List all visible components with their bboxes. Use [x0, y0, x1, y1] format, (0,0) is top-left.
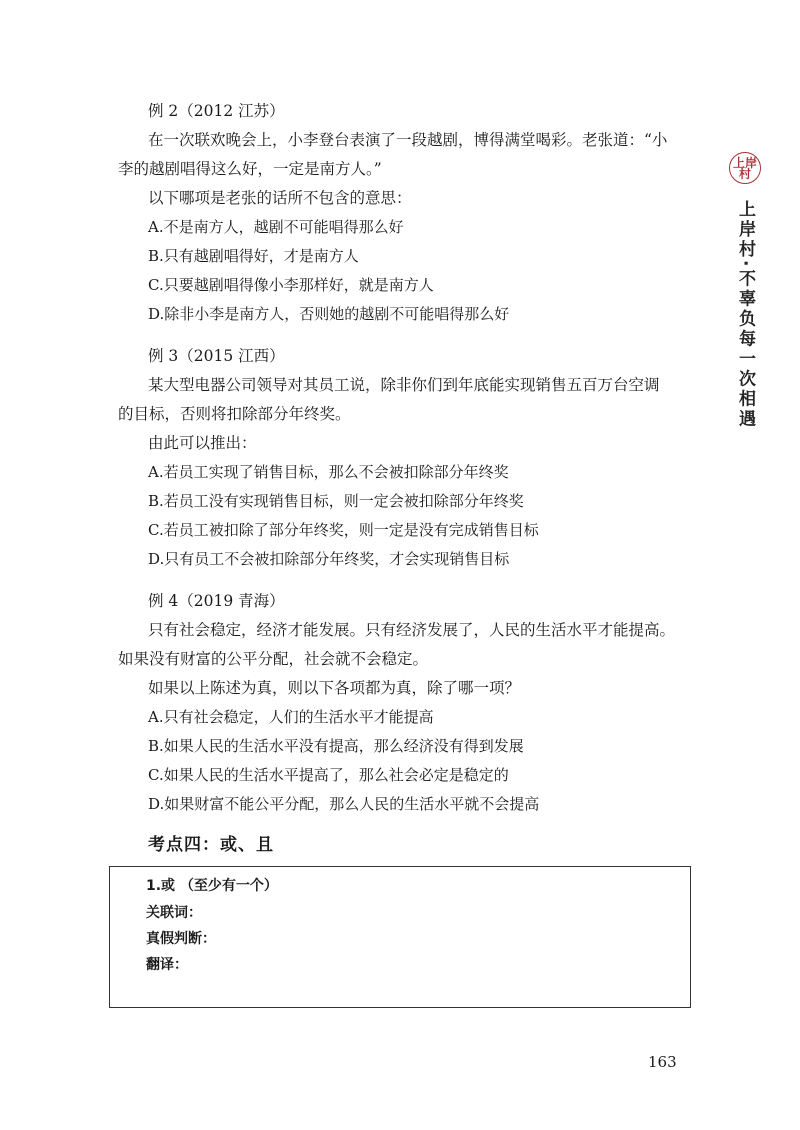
page-number: 163 [648, 1053, 677, 1071]
option-c: C.若员工被扣除了部分年终奖，则一定是没有完成销售目标 [148, 521, 539, 539]
section-title: 考点四：或、且 [148, 835, 274, 855]
translation-label: 翻译： [146, 957, 188, 973]
option-d: D.只有员工不会被扣除部分年终奖，才会实现销售目标 [148, 550, 510, 568]
box-heading: 1.或 （至少有一个） [146, 878, 278, 894]
example-stem-line: 的目标，否则将扣除部分年终奖。 [118, 405, 351, 423]
example-question: 如果以上陈述为真，则以下各项都为真，除了哪一项？ [148, 679, 521, 697]
example-stem-line: 只有社会稳定，经济才能发展。只有经济发展了，人民的生活水平才能提高。 [148, 621, 676, 639]
example-title: 例 3（2015 江西） [148, 347, 285, 365]
example-question: 由此可以推出： [148, 434, 257, 452]
option-a: A.只有社会稳定，人们的生活水平才能提高 [148, 708, 434, 726]
option-a: A.不是南方人，越剧不可能唱得那么好 [148, 218, 404, 236]
example-stem-line: 某大型电器公司领导对其员工说，除非你们到年底能实现销售五百万台空调 [148, 376, 660, 394]
example-stem-line: 如果没有财富的公平分配，社会就不会稳定。 [118, 650, 429, 668]
truth-judgment-label: 真假判断： [146, 931, 216, 947]
option-c: C.只要越剧唱得像小李那样好，就是南方人 [148, 276, 434, 294]
option-a: A.若员工实现了销售目标，那么不会被扣除部分年终奖 [148, 463, 509, 481]
option-d: D.除非小李是南方人，否则她的越剧不可能唱得那么好 [148, 305, 510, 323]
example-4 [118, 587, 698, 819]
example-question: 以下哪项是老张的话所不包含的意思： [148, 189, 412, 207]
notes-box [109, 866, 691, 1008]
keywords-label: 关联词： [146, 905, 202, 921]
option-b: B.只有越剧唱得好，才是南方人 [148, 247, 359, 265]
example-stem-line: 在一次联欢晚会上，小李登台表演了一段越剧，博得满堂喝彩。老张道：“小 [148, 131, 668, 149]
example-stem-line: 李的越剧唱得这么好，一定是南方人。” [118, 160, 382, 178]
option-b: B.若员工没有实现销售目标，则一定会被扣除部分年终奖 [148, 492, 524, 510]
example-title: 例 4（2019 青海） [148, 592, 285, 610]
option-b: B.如果人民的生活水平没有提高，那么经济没有得到发展 [148, 737, 524, 755]
option-d: D.如果财富不能公平分配，那么人民的生活水平就不会提高 [148, 795, 540, 813]
brand-motto: 上岸村·不辜负每一次相遇 [735, 200, 755, 430]
example-title: 例 2（2012 江苏） [148, 102, 285, 120]
example-2 [118, 97, 698, 329]
option-c: C.如果人民的生活水平提高了，那么社会必定是稳定的 [148, 766, 509, 784]
example-3 [118, 342, 698, 574]
sidebar-branding [723, 152, 767, 430]
brand-seal-icon: 上岸村 [729, 152, 761, 184]
